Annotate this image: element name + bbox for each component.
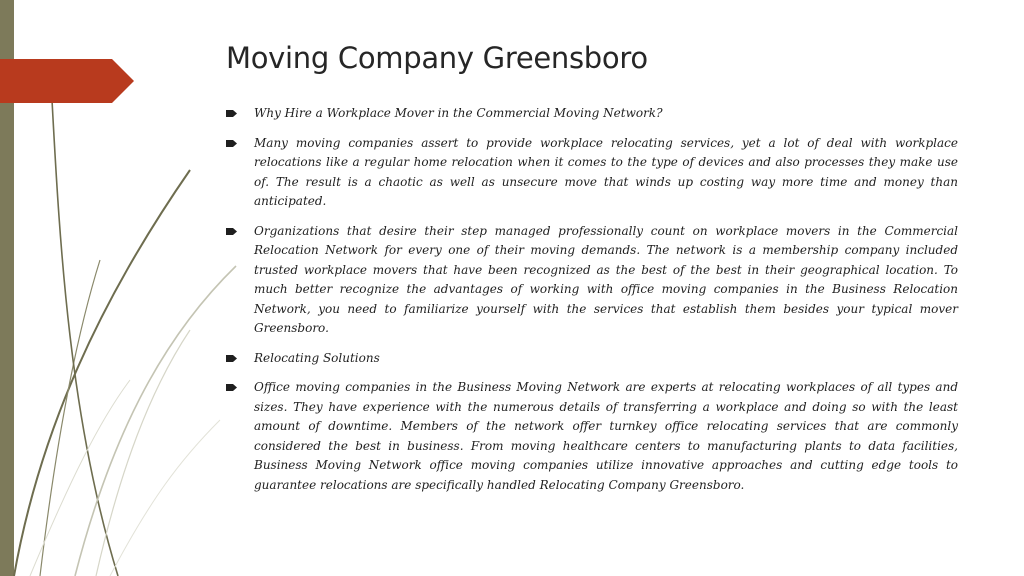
arrow-bullet-icon — [226, 110, 237, 117]
bullet-item — [226, 134, 958, 212]
bullet-text: Relocating Solutions — [254, 350, 380, 365]
bullet-text: Why Hire a Workplace Mover in the Commercial Moving Network? — [254, 106, 663, 120]
bullet-text: Many moving companies assert to provide workplace relocating services, yet a lot of deal with workplace relocations like a regular home relocation when it comes to the type of devices and also processes they make use of. The result is a chaotic as well as unsecure move that winds up costing way more time and money than anticipated. — [254, 135, 958, 208]
bullet-list — [226, 104, 958, 505]
slide-title: Moving Company Greensboro — [226, 41, 648, 75]
bullet-item — [226, 222, 958, 339]
title-accent-tab — [0, 59, 134, 103]
bullet-item — [226, 349, 958, 369]
arrow-bullet-icon — [226, 228, 237, 235]
bullet-text: Office moving companies in the Business Moving Network are experts at relocating workplaces of all types and sizes. They have experience with the numerous details of transferring a workplace and doing so with the least amount of downtime. Members of the network offer turnkey office relocating services that are commonly considered the best in business. From moving healthcare centers to manufacturing plants to data facilities, Business Moving Network office moving companies utilize innovative approaches and cutting edge tools to guarantee relocations are specifically handled Relocating Company Greensboro. — [254, 380, 958, 492]
bullet-item — [226, 378, 958, 495]
bullet-item — [226, 104, 958, 124]
arrow-bullet-icon — [226, 140, 237, 147]
arrow-bullet-icon — [226, 355, 237, 362]
arrow-bullet-icon — [226, 384, 237, 391]
bullet-text: Organizations that desire their step managed professionally count on workplace movers in the Commercial Relocation Network for every one of their moving demands. The network is a membership company included trusted workplace movers that have been recognized as the best of the best in their geographical location. To much better recognize the advantages of working with office moving companies in the Business Relocation Network, you need to familiarize yourself with the services that establish them besides your typical mover Greensboro. — [254, 223, 958, 335]
